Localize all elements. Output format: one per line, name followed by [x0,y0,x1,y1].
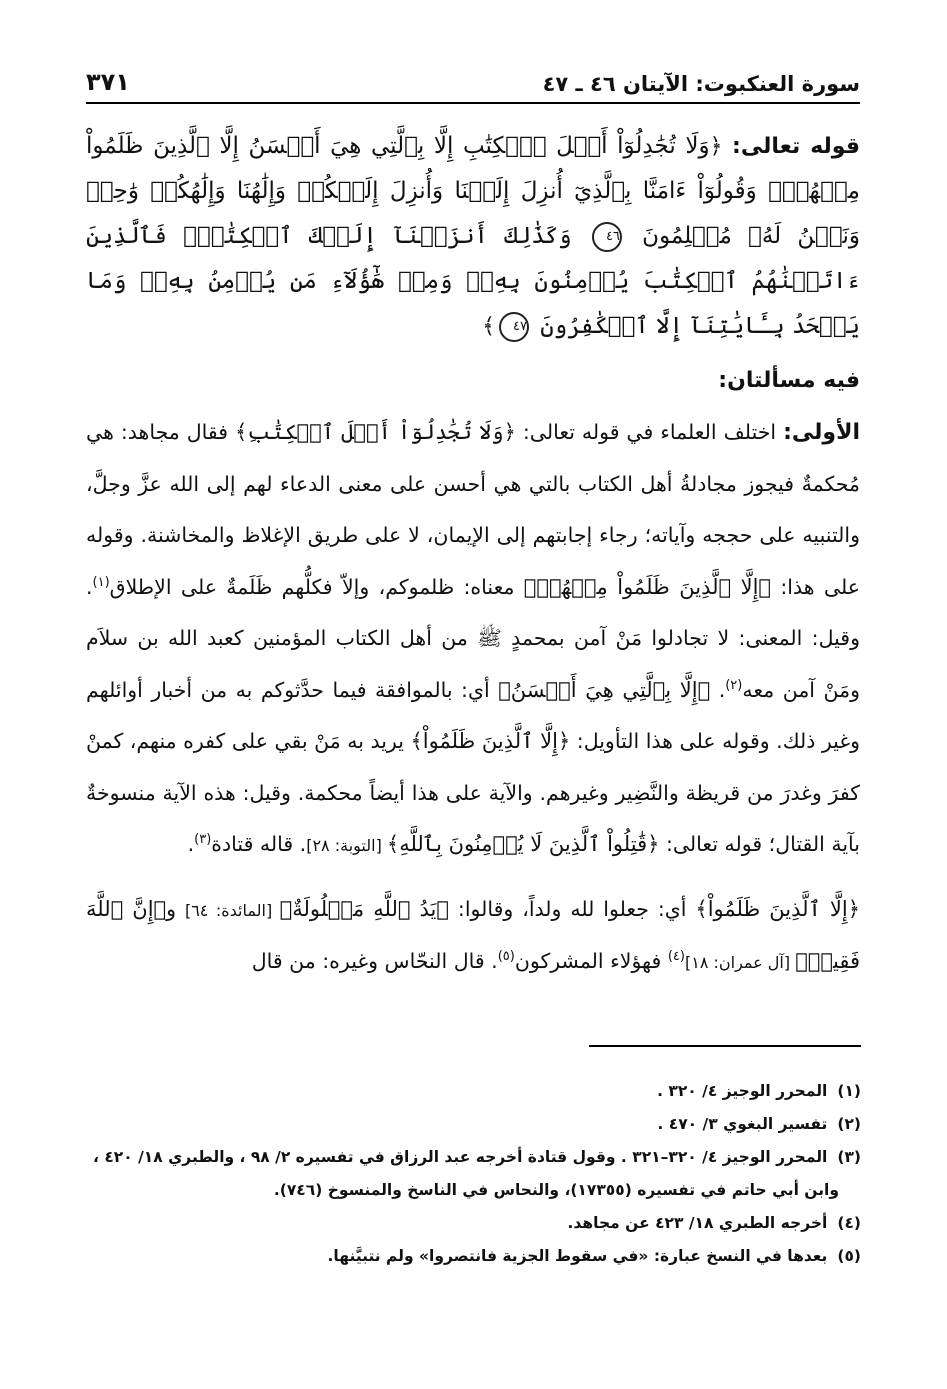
quran-quote: ﴿يَدُ ٱللَّهِ مَغۡلُولَةٌ﴾ [279,896,450,921]
text-run: . [710,677,726,702]
footnote-ref-5[interactable]: (٥) [497,949,515,965]
verse-text-46: وَلَا تُجَٰدِلُوٓاْ أَهۡلَ ٱلۡكِتَٰبِ إِلَّا بِٱلَّتِي هِيَ أَحۡسَنُ إِلَّا ٱلَّذِينَ ظَلَمُواْ مِنۡهُمۡۖ وَقُولُوٓاْ ءَامَنَّا بِٱلَّذِيٓ أُنزِلَ إِلَيۡنَا وَأُنزِلَ إِلَيۡكُمۡ وَإِلَٰهُنَا وَإِلَٰهُكُمۡ وَٰحِدٞ وَنَحۡنُ لَهُۥ مُسۡلِمُونَ [86,133,861,249]
text-run: . قال النحّاس وغيره: من قال [251,949,498,973]
quran-quote: ﴿إِلَّا ٱلَّذِينَ ظَلَمُواْ﴾ [410,729,571,753]
header-rule [86,102,860,104]
footnote-separator [589,1045,861,1047]
text-run: و [166,896,185,921]
footnote-3 [87,1141,861,1174]
page-header [86,62,860,96]
footnote-1 [87,1075,861,1108]
surah-reference: [التوبة: ٢٨] [306,836,387,855]
verse-close-bracket: ﴾ [482,314,495,339]
footnotes [87,1075,861,1273]
text-run: اختلف العلماء في قوله تعالى: [515,420,784,444]
footnote-text: المحرر الوجيز ٤/ ٣٢٠–٣٢١ . وقول قتادة أخرجه عبد الرزاق في تفسيره ٢/ ٩٨ ، والطبري ١٨/ ٤٢٠ ، [93,1148,828,1166]
ayah-number-46: ٤٦ [592,222,622,252]
text-run: أي: بالموافقة فيما حدَّثوكم به من أخبار أوائلهم وغير ذلك. وقوله على هذا التأويل: [86,677,860,753]
surah-reference: [المائدة: ٦٤] [184,900,280,920]
footnote-number: (٢) [837,1115,861,1133]
quran-quote: ﴿إِلَّا ٱلَّذِينَ ظَلَمُواْ مِنۡهُمۡ﴾ [523,574,772,599]
quran-quote: ﴿وَلَا تُجَٰدِلُوٓاْ أَهۡلَ ٱلۡكِتَٰبِ﴾ [234,420,516,444]
quran-quote: ﴿قَٰتِلُواْ ٱلَّذِينَ لَا يُؤۡمِنُونَ بِٱللَّهِ﴾ [386,832,660,856]
footnote-ref-4[interactable]: (٤) [667,949,685,965]
verse-text-47: وَكَذَٰلِكَ أَنزَلۡنَآ إِلَيۡكَ ٱلۡكِتَٰبَۚ فَٱلَّذِينَ ءَاتَيۡنَٰهُمُ ٱلۡكِتَٰبَ يُؤۡمِنُونَ بِهِۦۖ وَمِنۡ هَٰٓؤُلَآءِ مَن يُؤۡمِنُ بِهِۦۚ وَمَا يَجۡحَدُ بِـَٔايَٰتِنَآ إِلَّا ٱلۡكَٰفِرُونَ [86,223,860,339]
paragraph-second [86,884,860,989]
footnote-number: (٣) [837,1148,861,1166]
page [86,62,860,989]
verse-open-bracket: ﴿ [709,134,723,159]
text-run: معناه: ظلموكم، وإلاّ فكلُّهم ظَلَمةٌ على الإطلاق [109,574,524,599]
text-run: يريد به مَنْ بقي على كفره منهم، كمنْ كفرَ وغدرَ من قريظة والنَّضِير وغيرهم. والآية على هذا أيضاً محكمة. وقيل: هذه الآية منسوخةٌ بآية القتال؛ قوله تعالى: [86,729,860,856]
footnote-text: أخرجه الطبري ١٨/ ٤٢٣ عن مجاهد. [567,1214,828,1232]
footnote-text: المحرر الوجيز ٤/ ٣٢٠ . [657,1082,828,1100]
footnote-number: (٤) [837,1214,861,1232]
ayah-number-47: ٤٧ [499,312,529,342]
page-number: ٣٧١ [86,68,130,96]
verse-block [86,124,860,349]
running-title: سورة العنكبوت: الآيتان ٤٦ ـ ٤٧ [542,72,860,96]
footnote-5 [87,1240,861,1273]
section-title: فيه مسألتان: [718,368,860,393]
paragraph-first [86,407,860,872]
footnote-number: (٥) [837,1247,861,1265]
footnote-ref-2[interactable]: (٢) [725,677,743,693]
text-run: فقال مجاهد: هي مُحكمةٌ فيجوز مجادلةُ أهل الكتاب بالتي هي أحسن على معنى الدعاء لهم إلى الله عزَّ وجلَّ، والتنبيه على حججه وآياته؛ رجاء إجابتهم إلى الإيمان، لا على طريق الإغلاظ والمخاشنة. وقوله على هذا: [86,420,860,599]
paragraph-label: الأولى: [783,420,860,445]
footnote-4 [87,1207,861,1240]
text-run: فهؤلاء المشركون [514,949,668,973]
footnote-2 [87,1108,861,1141]
verse-lead: قوله تعالى: [732,134,861,159]
text-run: . [187,832,195,856]
text-run: أي: جعلوا لله ولداً، وقالوا: [449,896,696,921]
quran-quote: ﴿إِلَّا بِٱلَّتِي هِيَ أَحۡسَنُ﴾ [498,677,711,702]
footnote-ref-1[interactable]: (١) [92,574,110,590]
footnote-text: تفسير البغوي ٣/ ٤٧٠ . [657,1115,828,1133]
text-run: . قاله قتادة [211,832,307,856]
footnote-text: بعدها في النسخ عبارة: «في سقوط الجزية فانتصروا» ولم نتبيَّنها. [327,1247,828,1265]
text-run: . وقيل: المعنى: لا تجادلوا مَنْ آمن بمحمدٍ ﷺ من أهل الكتاب المؤمنين كعبد الله بن سلاَم ومَنْ آمن معه [86,574,860,702]
surah-reference: [آل عمران: ١٨] [684,953,796,972]
quran-quote: ﴿إِلَّا ٱلَّذِينَ ظَلَمُواْ﴾ [695,896,860,921]
footnote-number: (١) [837,1082,861,1100]
footnote-ref-3[interactable]: (٣) [194,832,212,848]
quran-quote: ﴿إِنَّ ٱللَّهَ فَقِيرٞ﴾ [86,896,860,973]
footnote-3-continued: وابن أبي حاتم في تفسيره (١٧٣٥٥)، والنحاس في الناسخ والمنسوخ (٧٤٦). [273,1181,839,1199]
